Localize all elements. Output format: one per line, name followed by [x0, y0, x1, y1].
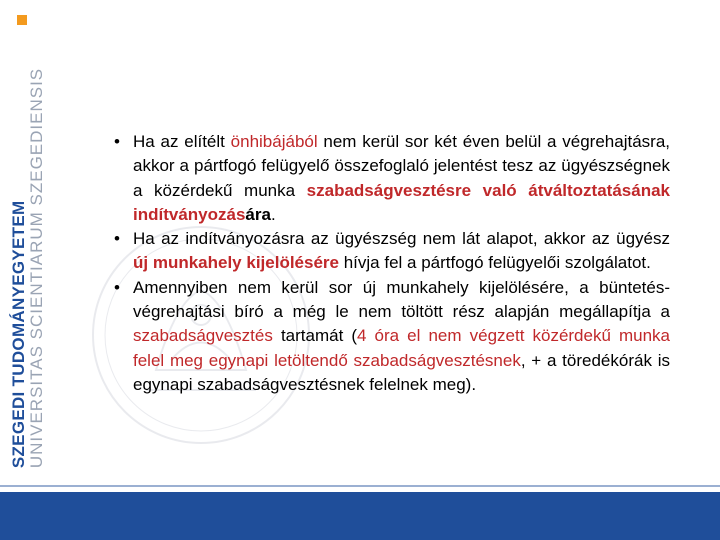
university-logo-text	[10, 68, 46, 468]
university-latin-name: UNIVERSITAS SCIENTIARUM SZEGEDIENSIS	[27, 67, 46, 469]
emphasis-text: 4 óra el nem végzett közérdekű munka felel meg egynapi letöltendő szabadságvesztésnek	[133, 326, 671, 370]
text-segment: Ha az indítványozásra az ügyészség nem lát alapot, akkor az ügyész	[133, 229, 670, 249]
bullet-item	[112, 130, 670, 227]
university-name: SZEGEDI TUDOMÁNYEGYETEM	[9, 200, 28, 469]
footer-bar	[0, 492, 720, 540]
emphasis-text: szabadságvesztés	[133, 326, 273, 346]
bullet-item	[112, 276, 670, 397]
text-segment: Amennyiben nem kerül sor új munkahely kijelölésére, a büntetés-végrehajtási bíró a még le nem töltött rész alapján megállapítja a	[133, 277, 670, 322]
university-logo-band	[0, 0, 56, 488]
emphasis-text: új munkahely kijelölésére	[133, 253, 339, 273]
bullet-item	[112, 227, 670, 276]
emphasis-text: szabadságvesztésre való átváltoztatásának indítványozás	[133, 180, 670, 224]
bullet-icon: •	[114, 132, 120, 151]
bullet-icon: •	[114, 277, 120, 297]
emphasis-text: önhibájából	[230, 132, 318, 151]
footer-divider	[0, 485, 720, 487]
bullet-icon: •	[114, 229, 120, 249]
text-segment: , + a töredékórák is egynapi szabadságvesztésnek felelnek meg).	[133, 350, 670, 394]
text-segment: nem kerül sor két éven belül a végrehajtásra, akkor a pártfogó felügyelő összefoglaló jelentést tesz az ügyészségnek a közérdekű munka	[133, 132, 670, 200]
logo-square-icon	[17, 15, 27, 25]
text-segment: Ha az elítélt	[133, 132, 231, 151]
text-segment: .	[270, 204, 276, 224]
slide-body	[112, 130, 670, 397]
emphasis-text: ára	[245, 204, 271, 224]
text-segment: hívja fel a pártfogó felügyelői szolgálatot.	[338, 253, 651, 273]
text-segment: tartamát (	[272, 326, 358, 346]
